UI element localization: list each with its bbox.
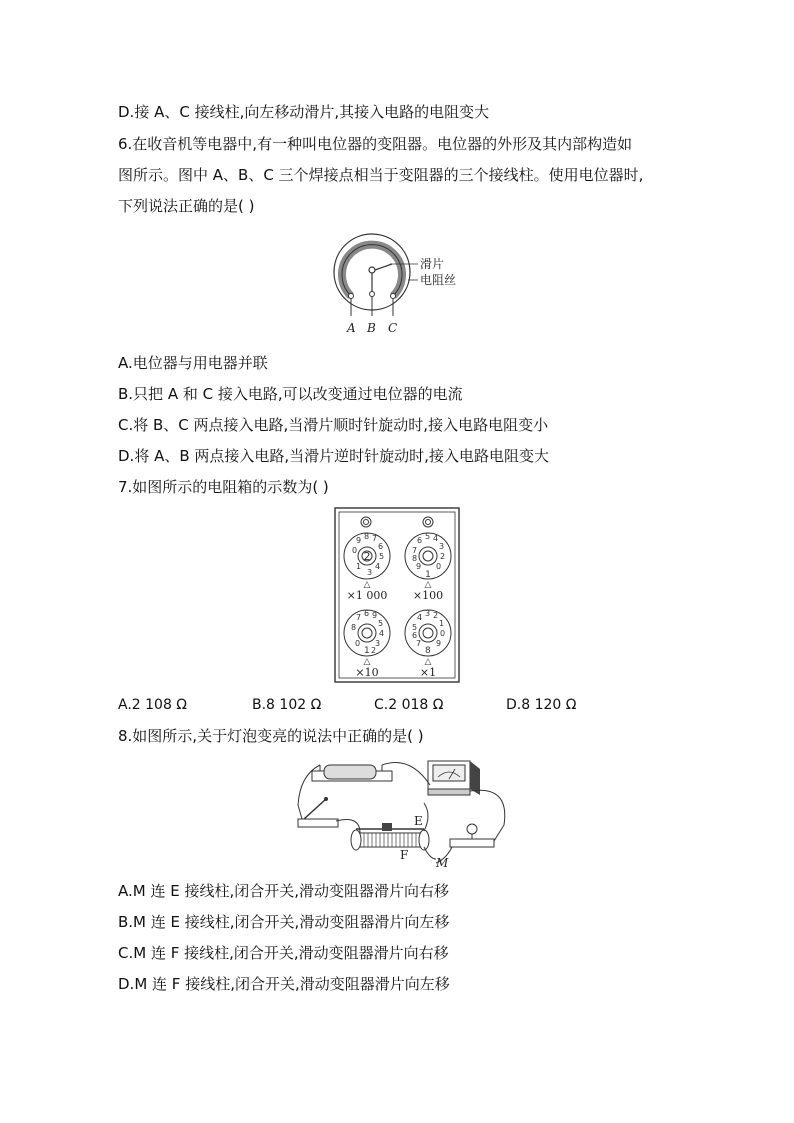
q8-stem: 8.如图所示,关于灯泡变亮的说法中正确的是( ) bbox=[118, 727, 424, 745]
svg-text:6: 6 bbox=[417, 536, 423, 545]
q8-option-b: B.M 连 E 接线柱,闭合开关,滑动变阻器滑片向左移 bbox=[118, 913, 450, 931]
svg-text:4: 4 bbox=[417, 613, 423, 622]
svg-text:1: 1 bbox=[425, 570, 431, 580]
svg-text:9: 9 bbox=[372, 611, 378, 620]
marker-x1000: △ bbox=[363, 580, 371, 590]
svg-text:8: 8 bbox=[351, 623, 357, 632]
svg-text:4: 4 bbox=[379, 629, 385, 638]
svg-text:1: 1 bbox=[364, 646, 370, 656]
svg-text:8: 8 bbox=[412, 554, 418, 563]
marker-x100: △ bbox=[424, 580, 432, 590]
label-slider: 滑片 bbox=[420, 257, 445, 271]
svg-text:1: 1 bbox=[356, 562, 362, 571]
q7-stem: 7.如图所示的电阻箱的示数为( ) bbox=[118, 478, 329, 496]
q8-option-a: A.M 连 E 接线柱,闭合开关,滑动变阻器滑片向右移 bbox=[118, 882, 450, 900]
svg-text:2: 2 bbox=[433, 611, 439, 620]
svg-text:7: 7 bbox=[356, 613, 362, 622]
svg-text:3: 3 bbox=[439, 542, 445, 551]
label-c: C bbox=[388, 321, 398, 335]
dial-x1000[interactable] bbox=[344, 532, 390, 579]
svg-text:5: 5 bbox=[379, 552, 385, 561]
q6-stem-line-3: 下列说法正确的是( ) bbox=[118, 197, 255, 215]
svg-text:1: 1 bbox=[439, 619, 445, 628]
svg-text:0: 0 bbox=[352, 546, 358, 555]
marker-x10: △ bbox=[363, 657, 371, 667]
svg-text:0: 0 bbox=[440, 629, 446, 638]
q7-option-b: B.8 102 Ω bbox=[252, 697, 322, 713]
svg-text:5: 5 bbox=[425, 532, 431, 541]
q5-option-d: D.接 A、C 接线柱,向左移动滑片,其接入电路的电阻变大 bbox=[118, 103, 490, 121]
q6-option-b: B.只把 A 和 C 接入电路,可以改变通过电位器的电流 bbox=[118, 385, 463, 403]
svg-text:6: 6 bbox=[378, 542, 384, 551]
potentiometer-figure bbox=[328, 226, 478, 340]
q7-option-c: C.2 018 Ω bbox=[374, 697, 444, 713]
svg-text:6: 6 bbox=[412, 631, 418, 640]
multiplier-x10: ×10 bbox=[355, 666, 379, 679]
multiplier-x1000: ×1 000 bbox=[346, 589, 388, 602]
q7-option-a: A.2 108 Ω bbox=[118, 697, 188, 713]
q6-stem-line-1: 6.在收音机等电器中,有一种叫电位器的变阻器。电位器的外形及其内部构造如 bbox=[118, 135, 633, 153]
svg-text:8: 8 bbox=[425, 646, 431, 656]
q6-stem-line-2: 图所示。图中 A、B、C 三个焊接点相当于变阻器的三个接线柱。使用电位器时, bbox=[118, 166, 644, 184]
svg-text:8: 8 bbox=[364, 532, 370, 541]
dial-x1[interactable] bbox=[405, 609, 451, 656]
label-wire-m: M bbox=[436, 856, 449, 870]
svg-text:6: 6 bbox=[364, 609, 370, 618]
dial-x10[interactable] bbox=[344, 609, 390, 656]
q6-option-c: C.将 B、C 两点接入电路,当滑片顺时针旋动时,接入电路电阻变小 bbox=[118, 416, 549, 434]
svg-text:2: 2 bbox=[440, 552, 446, 561]
svg-text:9: 9 bbox=[356, 536, 362, 545]
label-a: A bbox=[347, 321, 356, 335]
multiplier-x1: ×1 bbox=[419, 666, 437, 679]
svg-text:2: 2 bbox=[371, 646, 377, 655]
q6-option-a: A.电位器与用电器并联 bbox=[118, 354, 268, 372]
svg-text:4: 4 bbox=[433, 534, 439, 543]
svg-text:2: 2 bbox=[363, 550, 371, 563]
label-terminal-f: F bbox=[400, 848, 409, 862]
label-b: B bbox=[367, 321, 376, 335]
label-terminal-e: E bbox=[414, 814, 423, 828]
svg-text:3: 3 bbox=[425, 609, 431, 618]
svg-text:7: 7 bbox=[412, 546, 418, 555]
svg-text:3: 3 bbox=[367, 568, 373, 577]
svg-text:0: 0 bbox=[436, 562, 442, 571]
circuit-figure bbox=[290, 755, 520, 870]
q8-option-c: C.M 连 F 接线柱,闭合开关,滑动变阻器滑片向右移 bbox=[118, 944, 449, 962]
svg-text:7: 7 bbox=[372, 534, 378, 543]
label-resistance-wire: 电阻丝 bbox=[420, 273, 457, 287]
dial-x100[interactable] bbox=[405, 532, 451, 580]
resistance-box-figure bbox=[334, 507, 460, 683]
multiplier-x100: ×100 bbox=[412, 589, 444, 602]
q7-option-d: D.8 120 Ω bbox=[506, 697, 577, 713]
svg-text:9: 9 bbox=[436, 639, 442, 648]
q8-option-d: D.M 连 F 接线柱,闭合开关,滑动变阻器滑片向左移 bbox=[118, 975, 450, 993]
marker-x1: △ bbox=[424, 657, 432, 667]
q6-option-d: D.将 A、B 两点接入电路,当滑片逆时针旋动时,接入电路电阻变大 bbox=[118, 447, 549, 465]
svg-text:4: 4 bbox=[375, 562, 381, 571]
svg-text:7: 7 bbox=[416, 639, 422, 648]
svg-text:0: 0 bbox=[355, 639, 361, 648]
svg-text:5: 5 bbox=[378, 619, 384, 628]
svg-text:9: 9 bbox=[416, 562, 422, 571]
svg-text:5: 5 bbox=[412, 623, 418, 632]
svg-text:3: 3 bbox=[375, 639, 381, 648]
